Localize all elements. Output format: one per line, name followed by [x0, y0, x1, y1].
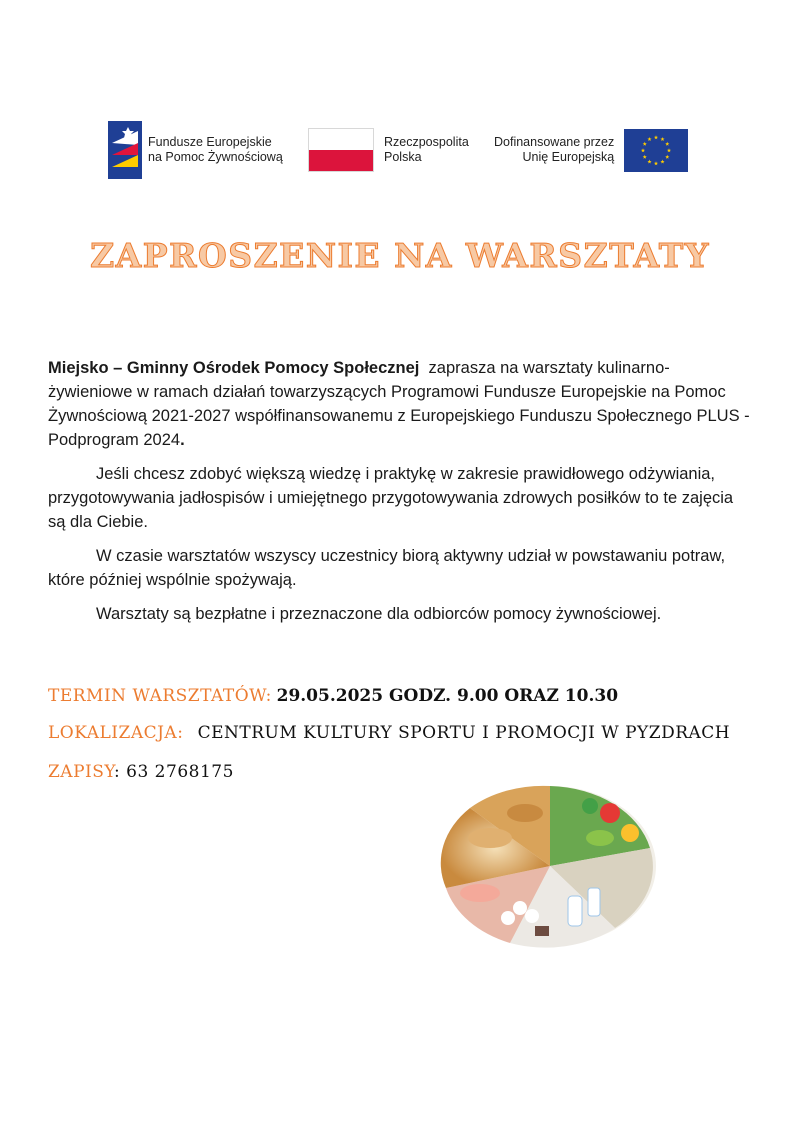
location-label: LOKALIZACJA: — [48, 723, 184, 743]
paragraph-knowledge: Jeśli chcesz zdobyć większą wiedzę i praktykę w zakresie prawidłowego odżywiania, przygotowywania jadłospisów i umiejętnego przygotowywania zdrowych posiłków to te zajęcia są dla Ciebie. — [48, 465, 734, 531]
pl-logo-text — [384, 135, 469, 165]
location-value: CENTRUM KULTURY SPORTU I PROMOCJI W PYZDRACH — [197, 723, 731, 743]
paragraph-participation: W czasie warsztatów wszyscy uczestnicy biorą aktywny udział w powstawaniu potraw, które później wspólnie spożywają. — [48, 547, 726, 589]
fe-emblem-icon — [108, 121, 142, 179]
fe-logo-text — [148, 135, 283, 165]
term-value: 29.05.2025 GODZ. 9.00 ORAZ 10.30 — [276, 686, 619, 706]
eu-logo-line1: Dofinansowane przez — [494, 135, 615, 149]
fe-logo — [108, 118, 283, 182]
eu-flag-icon — [624, 129, 688, 172]
workshop-term — [48, 686, 768, 706]
fe-logo-line1: Fundusze Europejskie — [148, 135, 272, 149]
eu-logo — [494, 118, 688, 182]
eu-logo-line2: Unię Europejską — [522, 150, 615, 164]
logo-bar — [108, 118, 698, 182]
invitation-body — [48, 356, 754, 636]
fe-logo-line2: na Pomoc Żywnościową — [148, 150, 283, 164]
eu-logo-text — [494, 135, 614, 165]
pl-logo-line1: Rzeczpospolita — [384, 135, 469, 149]
paragraph-free: Warsztaty są bezpłatne i przeznaczone dla odbiorców pomocy żywnościowej. — [96, 605, 662, 623]
paragraph-intro — [48, 356, 754, 452]
paragraph-intro-end: . — [180, 431, 185, 449]
term-label: TERMIN WARSZTATÓW: — [48, 686, 272, 706]
organizer-name: Miejsko – Gminny Ośrodek Pomocy Społecznej — [48, 359, 420, 377]
food-pyramid-image — [440, 778, 660, 950]
paragraph-intro-text: zaprasza na warsztaty kulinarno-żywieniowe w ramach działań towarzyszących Programowi Fundusze Europejskie na Pomoc Żywnościową 2021-2027 współfinansowanemu z Europejskiego Funduszu Społecznego PLUS - Podprogram 2024 — [48, 359, 750, 449]
signup-phone: : 63 2768175 — [114, 762, 234, 782]
signup-label: ZAPISY — [48, 762, 115, 782]
workshop-signup — [48, 762, 768, 782]
page-title: ZAPROSZENIE NA WARSZTATY — [90, 236, 710, 275]
pl-logo — [308, 118, 469, 182]
polish-flag-icon — [308, 128, 374, 172]
pl-logo-line2: Polska — [384, 150, 422, 164]
workshop-location — [48, 723, 768, 743]
